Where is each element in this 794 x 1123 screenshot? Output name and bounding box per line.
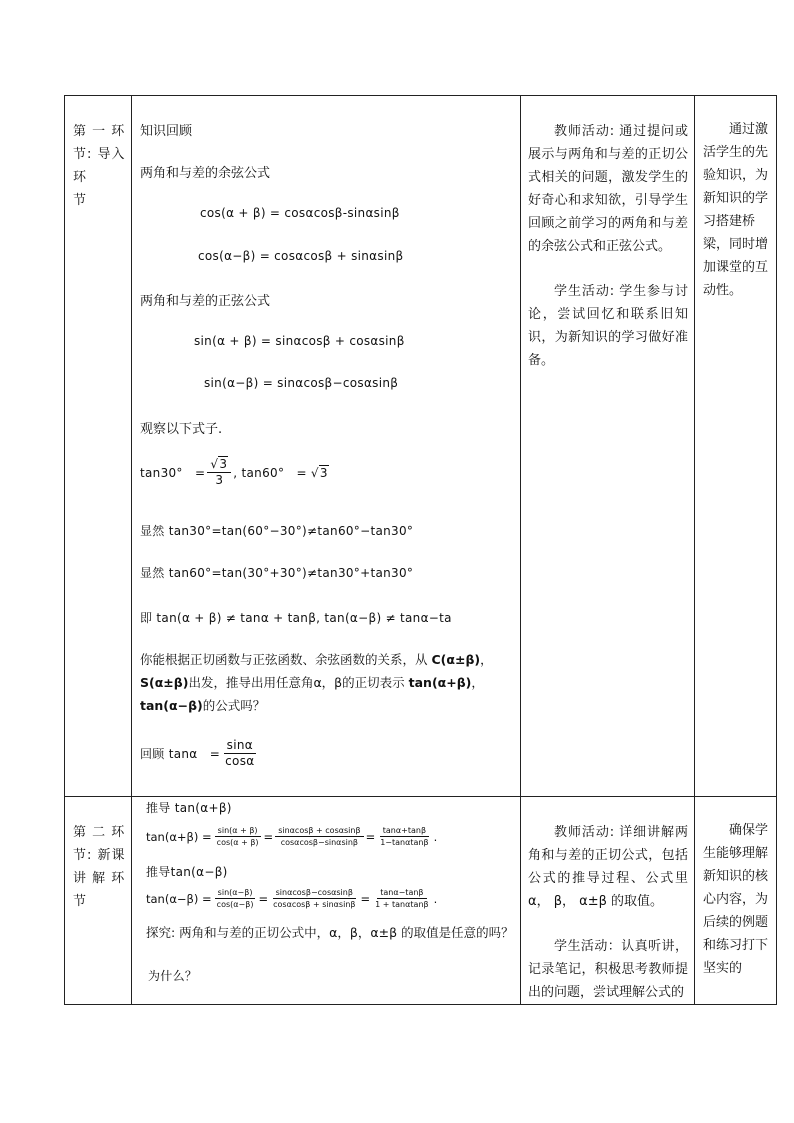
cos-minus-formula: cos(α−β) = cosαcosβ + sinαsinβ <box>198 249 404 263</box>
obvious-line-1: 显然 tan30°=tan(60°−30°)≠tan60°−tan30° <box>140 524 414 538</box>
fraction: $\frac{\sin\alpha\cos\beta-\cos\alpha\sin\beta}{\cos\alpha\cos\beta + \sin\alpha\sin\beta}$ <box>273 888 356 909</box>
explore-paragraph: 探究: 两角和与差的正切公式中，α，β，α±β 的取值是任意的吗？ <box>146 925 514 940</box>
purpose-cell <box>695 797 777 1005</box>
question-paragraph: 你能根据正切函数与正弦函数、余弦函数的关系，从 C(α±β)，S(α±β)出发，推导出用任意角α，β的正切表示 tan(α+β)，tan(α−β)的公式吗？ <box>140 652 493 713</box>
stage-label-line: 第 二 环 <box>73 825 126 840</box>
fraction: $\frac{\sin(\alpha + \beta)}{\cos(\alpha + \beta)}$ <box>216 826 259 847</box>
stage-cell <box>65 96 132 797</box>
observe-text: 观察以下式子. <box>140 422 223 437</box>
tan30-label: tan30° = <box>140 466 206 480</box>
stage-label-line: 环 节 <box>73 170 116 208</box>
student-activity: 学生活动：认真听讲，记录笔记，积极思考教师提出的问题，尝试理解公式的 <box>528 939 688 1000</box>
lesson-plan-table <box>64 95 777 1005</box>
stage-label-line: 第 一 环 <box>73 124 126 139</box>
stage-cell <box>65 797 132 1005</box>
fraction: $\frac{\tan\alpha-\tan\beta}{1 + \tan\alpha\tan\beta}$ <box>375 888 429 909</box>
tan60-label: , tan60° = <box>233 466 307 480</box>
design-purpose: 确保学生能够理解新知识的核心内容，为后续的例题和练习打下坚实的 <box>703 823 769 976</box>
purpose-cell <box>695 96 777 797</box>
derive-minus-heading: 推导tan(α−β) <box>146 865 228 879</box>
cos-plus-formula: cos(α + β) = cosαcosβ-sinαsinβ <box>200 206 400 220</box>
content-cell <box>132 797 521 1005</box>
fraction: $\frac{\sin(\alpha-\beta)}{\cos(\alpha-\beta)}$ <box>216 888 254 909</box>
why-question: 为什么？ <box>148 969 198 983</box>
sin-plus-formula: sin(α + β) = sinαcosβ + cosαsinβ <box>194 334 405 348</box>
student-activity: 学生活动: 学生参与讨论，尝试回忆和联系旧知识，为新知识的学习做好准备。 <box>528 284 688 368</box>
review-title: 知识回顾 <box>140 124 193 139</box>
section-row-intro <box>65 96 777 797</box>
cos-heading: 两角和与差的余弦公式 <box>140 166 271 181</box>
recall-label: 回顾 tanα = <box>140 747 221 761</box>
recall-fraction: $\frac{\sin\alpha}{\cos\alpha}$ <box>225 738 255 768</box>
tan60-sqrt: √3 <box>310 465 328 480</box>
teacher-activity: 教师活动: 通过提问或展示与两角和与差的正切公式相关的问题，激发学生的好奇心和求知欲，引导学生回顾之前学习的两角和与差的余弦公式和正弦公式。 <box>528 124 688 254</box>
tan-plus-derivation: tan(α+β) = $\frac{\sin(\alpha + \beta)}{\cos(\alpha + \beta)}$ = $\frac{\sin\alpha\cos\beta + \cos\alpha\sin\beta}{\cos\alpha\cos\beta-\sin\alpha\sin\beta}$ = $\frac{\tan\alpha+\tan\beta}{1-\tan\alpha\tan\beta}$ . <box>146 826 438 847</box>
fraction: $\frac{\tan\alpha+\tan\beta}{1-\tan\alpha\tan\beta}$ <box>380 826 429 847</box>
fraction: $\frac{\sin\alpha\cos\beta + \cos\alpha\sin\beta}{\cos\alpha\cos\beta-\sin\alpha\sin\beta}$ <box>275 825 363 848</box>
stage-label-line: 节: 新课 <box>73 848 126 863</box>
activity-cell <box>521 96 695 797</box>
content-cell <box>132 96 521 797</box>
sin-heading: 两角和与差的正弦公式 <box>140 294 271 309</box>
obvious-line-2: 显然 tan60°=tan(30°+30°)≠tan30°+tan30° <box>140 566 414 580</box>
stage-label-line: 节: 导入 <box>73 147 126 162</box>
sin-minus-formula: sin(α−β) = sinαcosβ−cosαsinβ <box>204 376 399 390</box>
teacher-activity: 教师活动: 详细讲解两角和与差的正切公式，包括公式的推导过程、公式里 α， β， α±β 的取值。 <box>528 825 688 909</box>
tan30-fraction: $\frac{√3}{3}$ <box>207 457 231 488</box>
section-row-new-lesson <box>65 797 777 1005</box>
design-purpose: 通过激活学生的先验知识，为新知识的学习搭建桥梁，同时增加课堂的互动性。 <box>703 122 769 298</box>
sqrt-symbol: √3 <box>210 457 228 471</box>
derive-plus-heading: 推导 tan(α+β) <box>146 801 232 815</box>
tan-values-line <box>140 457 329 488</box>
activity-cell <box>521 797 695 1005</box>
recall-line <box>140 738 259 769</box>
stage-label-line: 节 <box>73 894 88 909</box>
tan-minus-derivation: tan(α−β) = $\frac{\sin(\alpha-\beta)}{\cos(\alpha-\beta)}$ = $\frac{\sin\alpha\cos\beta-\cos\alpha\sin\beta}{\cos\alpha\cos\beta + \sin\alpha\sin\beta}$ = $\frac{\tan\alpha-\tan\beta}{1 + \tan\alpha\tan\beta}$ . <box>146 888 438 909</box>
stage-label-line: 讲 解 环 <box>73 871 126 886</box>
inequality-line: 即 tan(α + β) ≠ tanα + tanβ, tan(α−β) ≠ tanα−ta <box>140 611 452 625</box>
